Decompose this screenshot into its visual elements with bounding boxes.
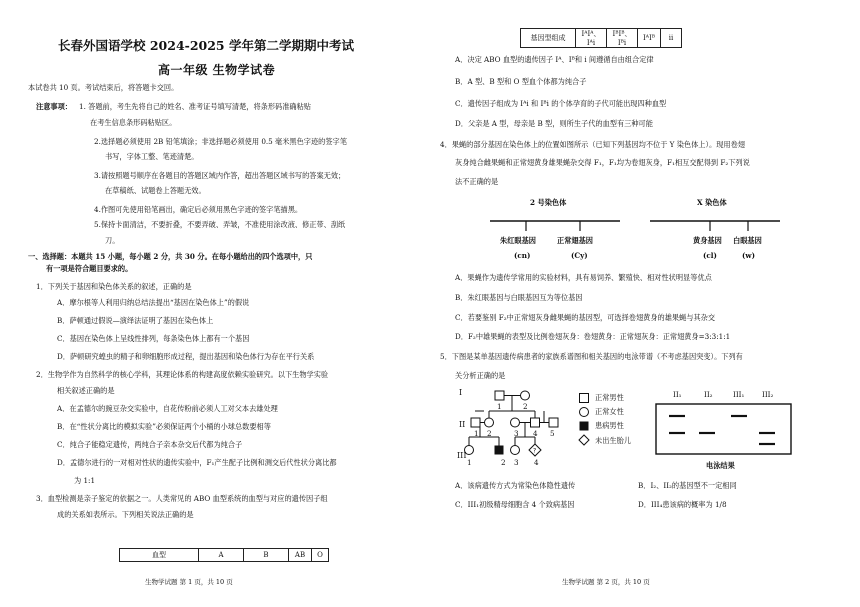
table-cell: IᴮIᴮ、Iᴮi [607, 29, 638, 48]
table-cell: B [244, 549, 289, 562]
gene-label: 正常翅基因 [557, 236, 593, 245]
legend-label: 未出生胎儿 [595, 436, 631, 445]
individual-number: 2 [501, 458, 506, 467]
question-stem: 关分析正确的是 [455, 371, 506, 380]
chr2-label: 2 号染色体 [530, 198, 567, 207]
notice-line: 1. 答题前，考生先将自己的姓名、准考证号填写清楚，将条形码准确粘贴 [79, 102, 311, 111]
notice-line: 书写，字体工整、笔迹清楚。 [105, 152, 199, 161]
option-a: A．果蝇作为遗传学常用的实验材料，具有易饲养、繁殖快、相对性状明显等优点 [455, 273, 712, 282]
lane-label: II₁ [673, 390, 682, 399]
generation-label: I [459, 388, 463, 397]
legend-label: 正常女性 [595, 407, 624, 416]
option-a: A．决定 ABO 血型的遗传因子 Iᴬ、Iᴮ和 i 间遵循自由组合定律 [455, 55, 654, 64]
individual-number: 2 [487, 429, 492, 438]
option-c: C．III₁初级精母细胞含 4 个致病基因 [455, 500, 575, 509]
option-c: C．基因在染色体上呈线性排列，每条染色体上都有一个基因 [57, 334, 250, 343]
gene-symbol: (cn) [514, 251, 531, 260]
question-stem: 法不正确的是 [455, 177, 499, 186]
pedigree-legend-symbols [578, 392, 592, 452]
question-stem: 相关叙述正确的是 [57, 386, 115, 395]
option-b: B．A 型、B 型和 O 型血个体都为纯合子 [455, 77, 587, 86]
generation-label: II [459, 420, 466, 429]
option-a: A．摩尔根等人利用归纳总结法提出“基因在染色体上”的假说 [57, 298, 250, 307]
legend-label: 患病男性 [595, 421, 624, 430]
table-cell: A [199, 549, 244, 562]
individual-number: 3 [514, 429, 519, 438]
legend-label: 正常男性 [595, 393, 624, 402]
individual-number: 1 [497, 402, 502, 411]
individual-number: 1 [467, 458, 472, 467]
svg-text:?: ? [533, 447, 537, 455]
individual-number: 2 [523, 402, 528, 411]
option-c: C．若要鉴别 F₂中正常翅灰身雌果蝇的基因型，可选择卷翅黄身的雄果蝇与其杂交 [455, 313, 716, 322]
section-heading: 有一项是符合题目要求的。 [46, 264, 133, 273]
option-a: A．该病遗传方式为常染色体隐性遗传 [455, 481, 576, 490]
question-stem: 成的关系如表所示。下列相关说法正确的是 [57, 510, 194, 519]
question-stem: 灰身纯合雌果蝇和正常翅黄身雄果蝇杂交得 F₁，F₁均为卷翅灰身，F₁相互交配得到 F₂下列说 [455, 158, 750, 167]
individual-number: 4 [533, 429, 538, 438]
page-footer: 生物学试题 第 1 页，共 10 页 [145, 578, 233, 586]
question-stem: 2．生物学作为自然科学的核心学科，其理论体系的构建高度依赖实验研究。以下生物学实验 [36, 370, 329, 379]
gene-symbol: (w) [742, 251, 755, 260]
option-c: C．遗传因子组成为 Iᴬi 和 Iᴮi 的个体孕育的子代可能出现四种血型 [455, 99, 667, 108]
genotype-table-row [520, 28, 682, 48]
option-d: D．孟德尔进行的一对相对性状的遗传实验中，F₁产生配子比例和测交后代性状分离比都 [57, 458, 337, 467]
option-d: D．III₄患该病的概率为 1/8 [638, 500, 727, 509]
table-cell: IᴬIᴬ、Iᴬi [576, 29, 607, 48]
option-b: B．在“性状分离比的模拟实验”必须保证两个小桶的小球总数要相等 [57, 422, 271, 431]
exam-title: 长春外国语学校 2024-2025 学年第二学期期中考试 [58, 38, 354, 53]
section-heading: 一、选择题：本题共 15 小题，每小题 2 分，共 30 分。在每小题给出的四个选项中，只 [28, 252, 313, 261]
page-footer: 生物学试题 第 2 页，共 10 页 [562, 578, 650, 586]
gene-label: 朱红眼基因 [500, 236, 536, 245]
option-c: C．纯合子能稳定遗传，两纯合子亲本杂交后代都为纯合子 [57, 440, 243, 449]
notice-line: 3.请按照题号顺序在各题目的答题区域内作答，超出答题区域书写的答案无效； [94, 171, 346, 180]
exam-subtitle: 高一年级 生物学试卷 [158, 63, 276, 77]
gene-label: 黄身基因 [693, 236, 722, 245]
question-stem: 1．下列关于基因和染色体关系的叙述，正确的是 [36, 282, 192, 291]
individual-number: 3 [514, 458, 519, 467]
table-cell: 基因型组成 [521, 29, 576, 48]
option-b: B．萨顿通过假说—演绎法证明了基因在染色体上 [57, 316, 214, 325]
blood-type-table-header [119, 548, 329, 562]
notice-line: 4.作图可先使用铅笔画出，确定后必须用黑色字迹的签字笔描黑。 [94, 205, 303, 214]
option-d: D．萨顿研究蝗虫的精子和卵细胞形成过程，提出基因和染色体行为存在平行关系 [57, 352, 315, 361]
lane-label: II₂ [704, 390, 713, 399]
question-stem: 3．血型检测是亲子鉴定的依据之一。人类常见的 ABO 血型系统的血型与对应的遗传因子组 [36, 494, 328, 503]
question-stem: 4．果蝇的部分基因在染色体上的位置如图所示（已知下列基因均不位于 Y 染色体上）。现用卷翅 [440, 140, 745, 149]
table-cell: AB [289, 549, 312, 562]
notice-line: 在草稿纸、试题卷上答题无效。 [105, 186, 206, 195]
notice-line: 2.选择题必须使用 2B 铅笔填涂；非选择题必须使用 0.5 毫米黑色字迹的签字笔 [94, 137, 347, 146]
notice-label: 注意事项： [36, 102, 72, 111]
question-stem: 5．下图是某单基因遗传病患者的家族系谱图和相关基因的电泳带谱（不考虑基因突变）。下列有 [440, 352, 743, 361]
chrx-label: X 染色体 [697, 198, 727, 207]
generation-label: III [457, 451, 467, 460]
electrophoresis-caption: 电泳结果 [706, 461, 735, 470]
intro-text: 本试卷共 10 页。考试结束后，将答题卡交回。 [28, 83, 179, 92]
gene-label: 白眼基因 [733, 236, 762, 245]
notice-line: 刀。 [105, 236, 120, 245]
table-cell: O [312, 549, 329, 562]
lane-label: III₂ [762, 390, 774, 399]
gene-symbol: (cl) [703, 251, 717, 260]
gene-symbol: (Cy) [571, 251, 588, 260]
individual-number: 4 [534, 458, 539, 467]
option-a: A．在孟德尔的豌豆杂交实验中，自花传粉前必须人工对父本去雄处理 [57, 404, 278, 413]
option-d: D．F₂中雄果蝇的表型及比例卷翅灰身：卷翅黄身：正常翅灰身：正常翅黄身=3:3:1:1 [455, 332, 731, 341]
table-cell: IᴬIᴮ [638, 29, 661, 48]
electrophoresis-gel [655, 403, 793, 455]
notice-line: 在考生信息条形码粘贴区。 [90, 118, 177, 127]
table-cell: 血型 [120, 549, 199, 562]
table-cell: ii [661, 29, 682, 48]
option-d: D．父亲是 A 型，母亲是 B 型，则所生子代的血型有三种可能 [455, 119, 653, 128]
notice-line: 5.保持卡面清洁，不要折叠，不要弄破、弄皱，不准使用涂改液、修正带、刮纸 [94, 220, 346, 229]
individual-number: 5 [550, 429, 555, 438]
lane-label: III₁ [733, 390, 745, 399]
individual-number: 1 [474, 429, 479, 438]
option-b: B．I₂、II₂的基因型不一定相同 [638, 481, 737, 490]
option-b: B．朱红眼基因与白眼基因互为等位基因 [455, 293, 583, 302]
option-d-cont: 为 1:1 [74, 476, 96, 485]
pedigree-chart [455, 385, 595, 470]
